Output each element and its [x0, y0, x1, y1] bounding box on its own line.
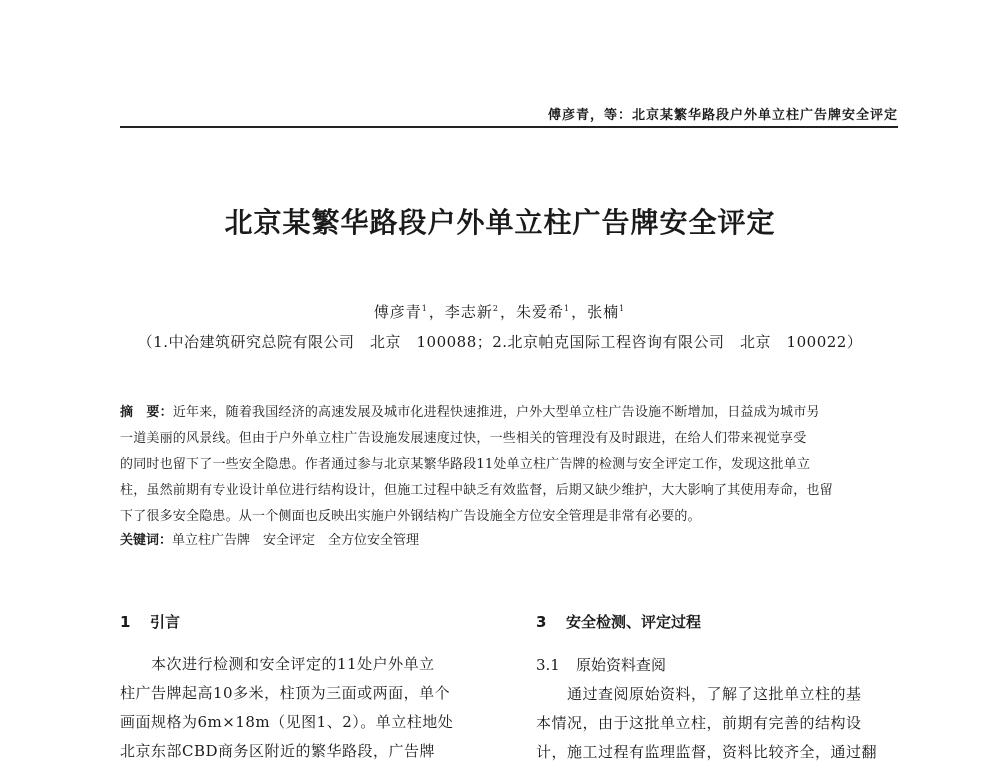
- running-header: 傅彦青，等：北京某繁华路段户外单立柱广告牌安全评定: [547, 108, 898, 123]
- right-column-body: [536, 680, 898, 767]
- body-line: 本情况，由于这批单立柱，前期有完善的结构设: [536, 714, 862, 732]
- author-name: 李志新: [444, 303, 493, 321]
- section-heading-safety-inspection: [536, 611, 701, 632]
- subsection-title: 原始资料查阅: [576, 656, 667, 674]
- abstract-line: 柱，虽然前期有专业设计单位进行结构设计，但施工过程中缺乏有效监督，后期又缺少维护，大大影响了其使用寿命，也留: [120, 483, 833, 498]
- section-number: 1: [120, 613, 131, 631]
- paper-title: 北京某繁华路段户外单立柱广告牌安全评定: [224, 206, 776, 239]
- body-line: 画面规格为6m×18m（见图1、2）。单立柱地处: [120, 713, 454, 731]
- abstract-line: 的同时也留下了一些安全隐患。作者通过参与北京某繁华路段11处单立柱广告牌的检测与安全评定工作，发现这批单立: [120, 457, 811, 472]
- author-list: [0, 301, 1000, 322]
- abstract: [120, 400, 898, 530]
- body-line: 本次进行检测和安全评定的11处户外单立: [120, 655, 435, 673]
- keywords: [120, 529, 419, 548]
- subsection-heading: [536, 654, 666, 675]
- author-separator: ，: [571, 303, 588, 321]
- section-title: 安全检测、评定过程: [566, 613, 702, 631]
- author-name: 张楠: [587, 303, 620, 321]
- keywords-label: 关键词：: [120, 533, 173, 548]
- left-column-body: [120, 650, 492, 766]
- section-heading-introduction: [120, 611, 180, 632]
- subsection-number: 3.1: [536, 656, 560, 674]
- author-separator: ，: [428, 303, 445, 321]
- abstract-label: 摘 要：: [120, 405, 173, 420]
- author-affil-mark: 2: [492, 304, 499, 313]
- author-affil-mark: 1: [564, 304, 571, 313]
- body-line: 柱广告牌起高10多米，柱顶为三面或两面，单个: [120, 684, 451, 702]
- section-number: 3: [536, 613, 547, 631]
- affiliations: （1.中冶建筑研究总院有限公司 北京 100088；2.北京帕克国际工程咨询有限公司 北京 100022）: [137, 333, 863, 351]
- author-name: 朱爱希: [516, 303, 565, 321]
- body-line: 通过查阅原始资料，了解了这批单立柱的基: [536, 685, 862, 703]
- keywords-text: 单立柱广告牌 安全评定 全方位安全管理: [172, 533, 420, 548]
- author-affil-mark: 1: [619, 304, 626, 313]
- author-separator: ，: [499, 303, 516, 321]
- author-name: 傅彦青: [373, 303, 422, 321]
- body-line: 计，施工过程有监理监督，资料比较齐全，通过翻: [536, 743, 878, 761]
- abstract-line: [120, 400, 898, 426]
- abstract-line: 一道美丽的风景线。但由于户外单立柱广告设施发展速度过快，一些相关的管理没有及时跟进，在给人们带来视觉享受: [120, 431, 807, 446]
- section-title: 引言: [150, 613, 181, 631]
- abstract-text: 近年来，随着我国经济的高速发展及城市化进程快速推进，户外大型单立柱广告设施不断增加，日益成为城市另: [172, 405, 820, 420]
- body-line: 北京东部CBD商务区附近的繁华路段，广告牌: [120, 742, 436, 760]
- header-rule: [120, 126, 898, 128]
- abstract-line: 下了很多安全隐患。从一个侧面也反映出实施户外钢结构广告设施全方位安全管理是非常有必要的。: [120, 509, 701, 524]
- author-affil-mark: 1: [421, 304, 428, 313]
